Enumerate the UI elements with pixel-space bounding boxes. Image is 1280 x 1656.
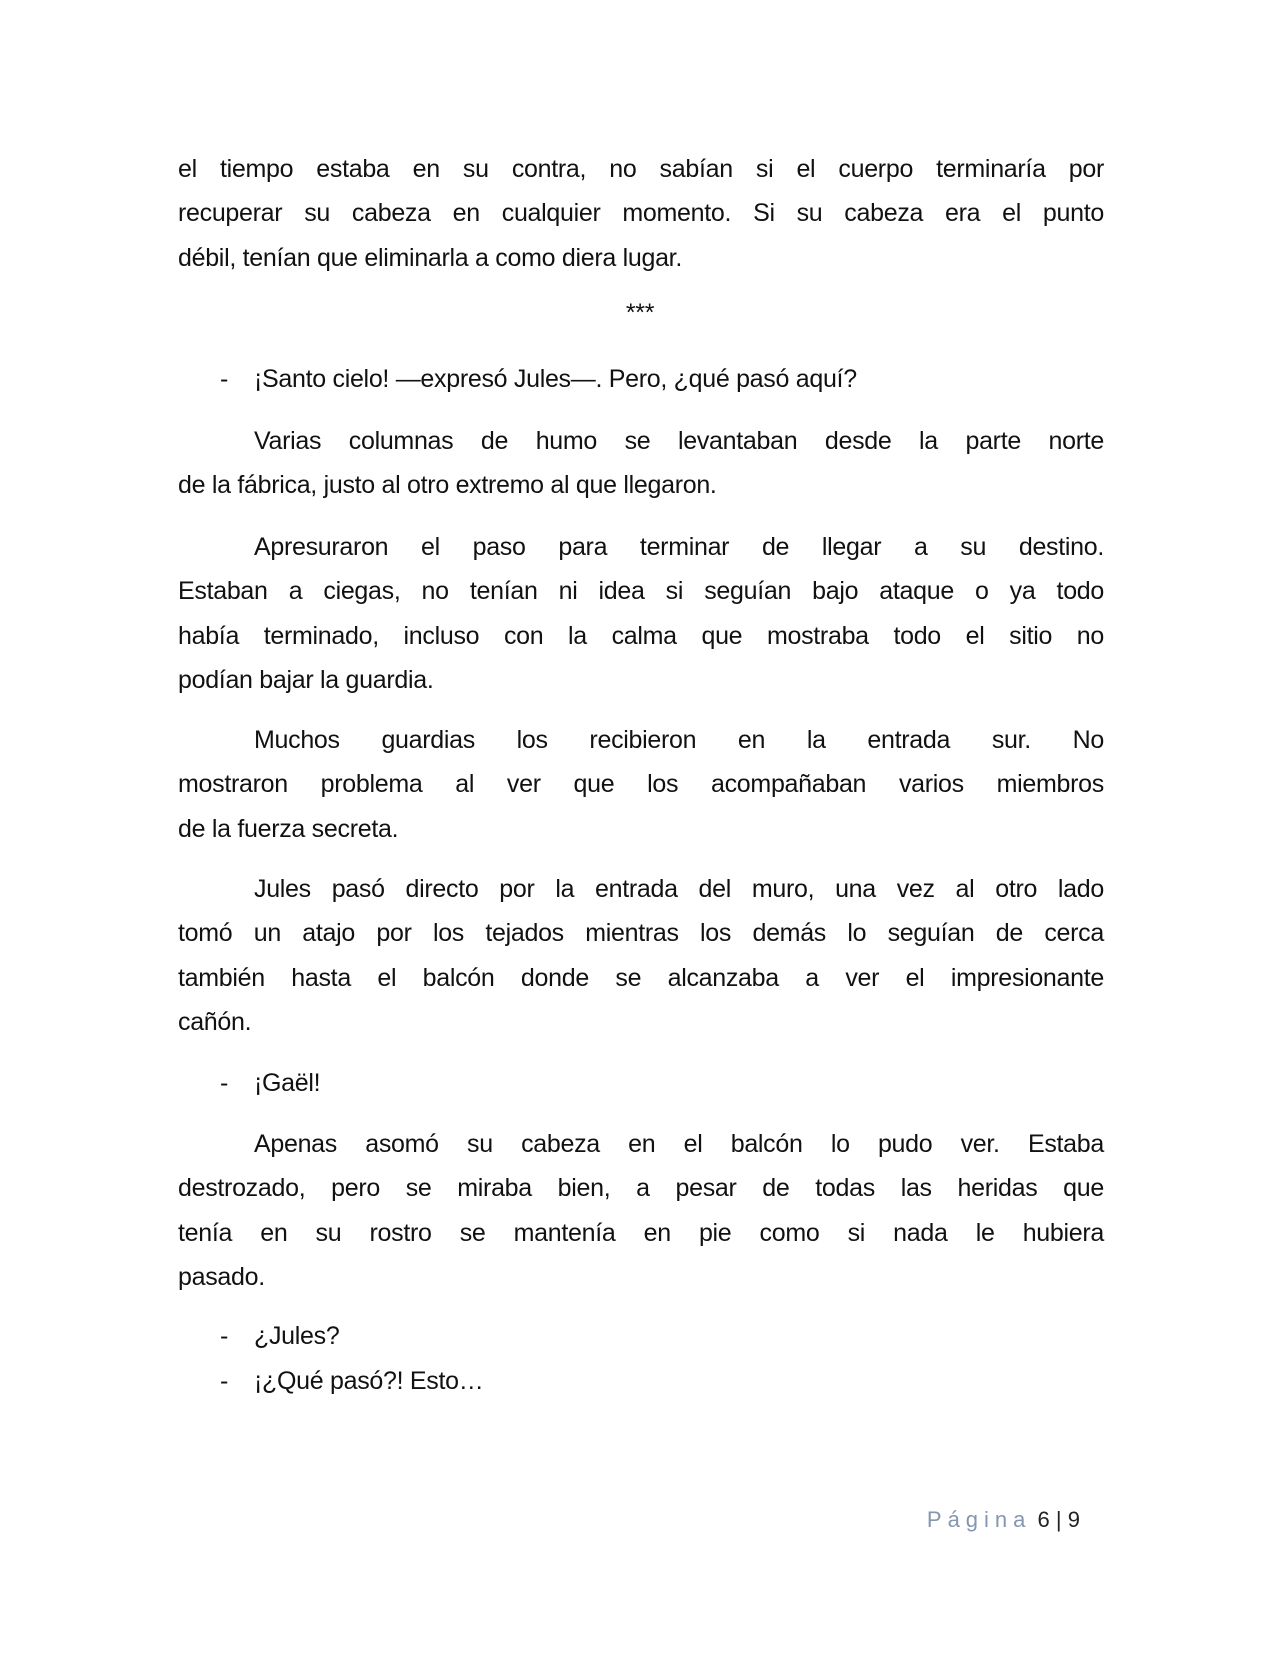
- paragraph: [178, 147, 1104, 280]
- paragraph-line: cañón.: [178, 1007, 252, 1036]
- paragraph-line: Apresuraron el paso para terminar de llegar a su destino.: [254, 533, 1104, 561]
- dialogue-dash: -: [220, 1367, 229, 1395]
- paragraph-line: de la fuerza secreta.: [178, 814, 399, 843]
- dialogue-line: [178, 1061, 1104, 1105]
- paragraph-line: también hasta el balcón donde se alcanzaba a ver el impresionante: [178, 963, 1104, 992]
- dialogue-dash: -: [220, 365, 229, 393]
- paragraph-line: mostraron problema al ver que los acompañaban varios miembros: [178, 770, 1104, 799]
- dialogue-dash: -: [220, 1322, 229, 1350]
- paragraph-line: había terminado, incluso con la calma que mostraba todo el sitio no: [178, 621, 1104, 650]
- paragraph: [178, 419, 1104, 508]
- page-label: Página: [926, 1507, 1032, 1532]
- paragraph-line: Muchos guardias los recibieron en la entrada sur. No: [254, 726, 1104, 754]
- paragraph-line: recuperar su cabeza en cualquier momento. Si su cabeza era el punto: [178, 199, 1104, 228]
- dialogue-dash: -: [220, 1069, 229, 1097]
- paragraph-line: destrozado, pero se miraba bien, a pesar de todas las heridas que: [178, 1174, 1104, 1203]
- paragraph: [178, 525, 1104, 702]
- section-separator: ***: [625, 299, 655, 327]
- paragraph-line: Jules pasó directo por la entrada del muro, una vez al otro lado: [254, 875, 1104, 903]
- paragraph-line: Varias columnas de humo se levantaban desde la parte norte: [254, 427, 1104, 455]
- paragraph: [178, 718, 1104, 851]
- paragraph-line: el tiempo estaba en su contra, no sabían si el cuerpo terminaría por: [178, 155, 1104, 183]
- dialogue-text: ¡Gaël!: [254, 1069, 321, 1097]
- page-total: 9: [1067, 1507, 1080, 1532]
- paragraph-line: de la fábrica, justo al otro extremo al que llegaron.: [178, 471, 717, 500]
- paragraph: [178, 867, 1104, 1044]
- dialogue-text: ¡Santo cielo! —expresó Jules—. Pero, ¿qué pasó aquí?: [254, 365, 857, 393]
- paragraph: [178, 1122, 1104, 1299]
- paragraph-line: débil, tenían que eliminarla a como diera lugar.: [178, 243, 682, 272]
- page-number: 6: [1037, 1507, 1050, 1532]
- paragraph-line: Apenas asomó su cabeza en el balcón lo pudo ver. Estaba: [254, 1130, 1104, 1158]
- page-footer: [900, 1507, 1080, 1533]
- paragraph-line: tomó un atajo por los tejados mientras los demás lo seguían de cerca: [178, 919, 1104, 948]
- dialogue-line: [178, 1314, 1104, 1358]
- dialogue-line: [178, 357, 1104, 401]
- dialogue-line: [178, 1359, 1104, 1403]
- page-divider: |: [1055, 1507, 1062, 1532]
- paragraph-line: pasado.: [178, 1262, 265, 1291]
- paragraph-line: tenía en su rostro se mantenía en pie como si nada le hubiera: [178, 1218, 1104, 1247]
- paragraph-line: podían bajar la guardia.: [178, 665, 434, 694]
- dialogue-text: ¡¿Qué pasó?! Esto…: [254, 1367, 484, 1395]
- dialogue-text: ¿Jules?: [254, 1322, 340, 1350]
- paragraph-line: Estaban a ciegas, no tenían ni idea si seguían bajo ataque o ya todo: [178, 577, 1104, 606]
